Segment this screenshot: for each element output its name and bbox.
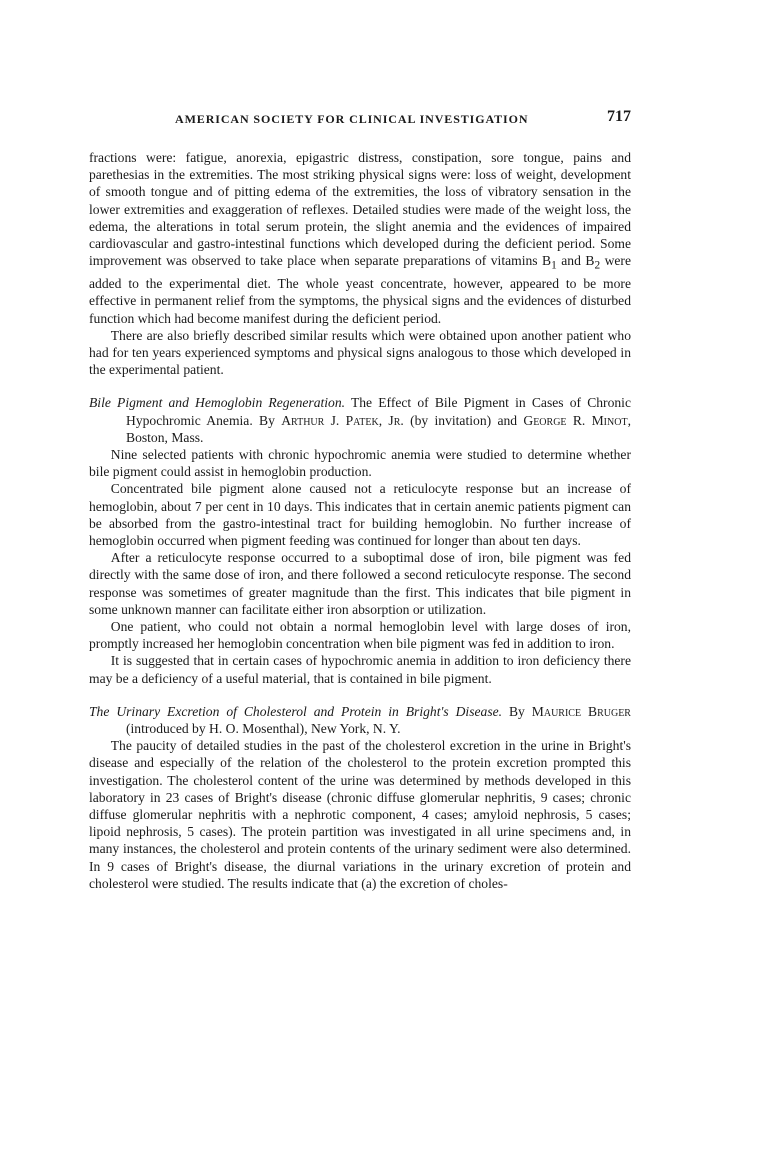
running-head: AMERICAN SOCIETY FOR CLINICAL INVESTIGATION [175, 112, 529, 126]
abstract-1-heading: Bile Pigment and Hemoglobin Regeneration. The Effect of Bile Pigment in Cases of Chronic Hypochromic Anemia. By Arthur J. Patek, Jr. (by invitation) and George R. Minot, Boston, Mass. [89, 395, 631, 445]
page-number: 717 [607, 108, 631, 125]
intro-paragraph-2: There are also briefly described similar results which were obtained upon another patient who had for ten years experienced symptoms and physical signs analogous to those which developed in the experimental patient. [89, 327, 631, 378]
abstract-1-paragraph-4: One patient, who could not obtain a normal hemoglobin level with large doses of iron, promptly increased her hemoglobin concentration when bile pigment was fed in addition to iron. [89, 619, 631, 652]
journal-page [89, 108, 631, 892]
page-header [89, 108, 631, 130]
abstract-1-paragraph-2: Concentrated bile pigment alone caused not a reticulocyte response but an increase of hemoglobin, about 7 per cent in 10 days. This indicates that in certain anemic patients pigment can be absorbed from the gastro-intestinal tract for building hemoglobin. No further increase of hemoglobin occurred when pigment feeding was continued for longer than about ten days. [89, 481, 631, 548]
abstract-2-heading: The Urinary Excretion of Cholesterol and Protein in Bright's Disease. By Maurice Bruger (introduced by H. O. Mosenthal), New York, N. Y. [89, 703, 631, 737]
abstract-2-paragraph-1: The paucity of detailed studies in the past of the cholesterol excretion in the urine in Bright's disease and especially of the relation of the cholesterol to the protein excretion prompted this investigation. The cholesterol content of the urine was determined by methods developed in this laboratory in 23 cases of Bright's disease (chronic diffuse glomerular nephritis, 9 cases; chronic diffuse glomerular nephritis with a nephrotic component, 4 cases; amyloid nephrosis, 5 cases; lipoid nephrosis, 5 cases). The protein partition was investigated in all urine specimens and, in many instances, the cholesterol and protein contents of the urinary sediment were also determined. In 9 cases of Bright's disease, the diurnal variations in the urinary excretion of protein and cholesterol were studied. The results indicate that (a) the excretion of choles- [89, 738, 631, 891]
abstract-1-author-2: George R. Minot [523, 412, 628, 428]
article-body [89, 149, 631, 892]
abstract-2-author-1: Maurice Bruger [531, 703, 631, 719]
abstract-1-paragraph-1: Nine selected patients with chronic hypochromic anemia were studied to determine whether bile pigment could assist in hemoglobin production. [89, 446, 631, 480]
abstract-2-title: The Urinary Excretion of Cholesterol and Protein in Bright's Disease. [89, 703, 503, 719]
abstract-1-title: Bile Pigment and Hemoglobin Regeneration. [89, 395, 346, 411]
intro-paragraph-1: fractions were: fatigue, anorexia, epigastric distress, constipation, sore tongue, pains and parethesias in the extremities. The most striking physical signs were: loss of weight, development of smooth tongue and of pitting edema of the extremities, the loss of vibratory sensation in the lower extremities and exaggeration of reflexes. Detailed studies were made of the weight loss, the edema, the alterations in total serum protein, the slight anemia and the evidences of impaired cardiovascular and gastro-intestinal functions which developed during the deficient period. Some improvement was observed to take place when separate preparations of vitamins $B_1$ and $B_2$ were added to the experimental diet. The whole yeast concentrate, however, appeared to be more effective in permanent relief from the symptoms, the physical signs and the evidences of disturbed function which had become manifest during the deficient period. [89, 150, 631, 326]
abstract-1-paragraph-5: It is suggested that in certain cases of hypochromic anemia in addition to iron deficiency there may be a deficiency of a useful material, that is contained in bile pigment. [89, 653, 631, 686]
abstract-1-author-1: Arthur J. Patek, Jr. [281, 412, 404, 428]
abstract-1-paragraph-3: After a reticulocyte response occurred to a suboptimal dose of iron, bile pigment was fed directly with the same dose of iron, and there followed a second reticulocyte response. The second response was sometimes of greater magnitude than the first. This indicates that bile pigment in some unknown manner can facilitate either iron absorption or utilization. [89, 550, 631, 617]
